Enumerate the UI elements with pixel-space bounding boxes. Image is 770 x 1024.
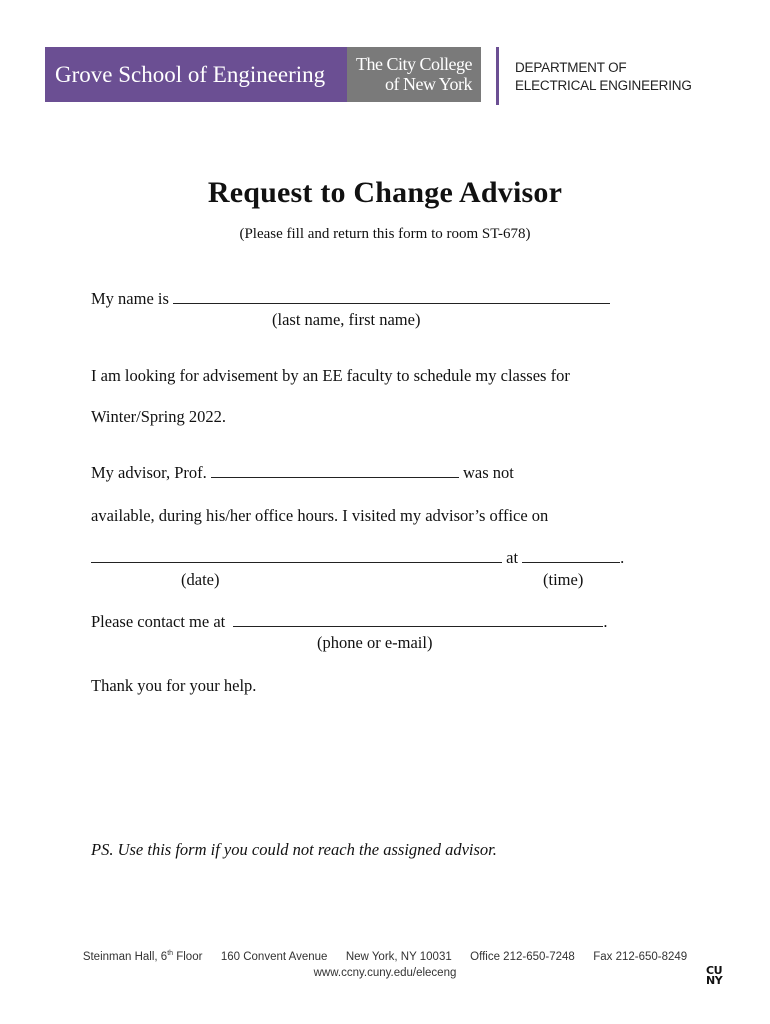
advisor-row (91, 463, 514, 483)
cuny-logo (706, 966, 730, 986)
contact-blank[interactable] (233, 612, 603, 627)
time-caption: (time) (543, 570, 584, 589)
contact-period: . (603, 612, 608, 631)
footer-street: 160 Convent Avenue (220, 950, 328, 963)
footer-fax: Fax 212-650-8249 (593, 950, 688, 963)
date-time-period: . (620, 548, 625, 567)
date-blank[interactable] (91, 548, 502, 563)
contact-label: Please contact me at (91, 612, 226, 631)
footer-building (83, 951, 203, 963)
form-subtitle: (Please fill and return this form to room ST-678) (239, 226, 531, 242)
thanks-line: Thank you for your help. (91, 676, 257, 695)
header-divider (496, 47, 499, 105)
department-line2: ELECTRICAL ENGINEERING (515, 78, 692, 93)
college-name-line1: The City College (356, 54, 472, 74)
college-banner (347, 47, 481, 102)
time-blank[interactable] (522, 548, 620, 563)
footer (0, 946, 770, 981)
name-caption: (last name, first name) (272, 310, 421, 329)
footer-city: New York, NY 10031 (345, 950, 452, 963)
at-label: at (506, 548, 519, 567)
contact-caption: (phone or e-mail) (317, 633, 433, 652)
footer-address-row (0, 946, 770, 965)
department-name (515, 59, 692, 95)
ps-note: PS. Use this form if you could not reach the assigned advisor. (91, 840, 497, 859)
footer-office-phone: Office 212-650-7248 (470, 950, 575, 963)
form-title: Request to Change Advisor (207, 176, 563, 209)
name-blank[interactable] (173, 289, 610, 304)
footer-building-sup: th (167, 950, 174, 957)
advisement-line2: Winter/Spring 2022. (91, 407, 226, 426)
date-caption: (date) (181, 570, 220, 589)
date-time-row (91, 548, 624, 568)
department-line1: DEPARTMENT OF (515, 60, 627, 75)
name-row (91, 289, 610, 309)
school-name: Grove School of Engineering (55, 61, 326, 87)
availability-line: available, during his/her office hours. I visited my advisor’s office on (91, 506, 549, 525)
footer-floor-text: Floor (173, 950, 203, 963)
college-name-line2: of New York (384, 74, 472, 94)
footer-building-text: Steinman Hall, 6 (82, 950, 168, 963)
school-banner (45, 47, 347, 102)
advisor-label: My advisor, Prof. (91, 463, 207, 482)
footer-website[interactable]: www.ccny.cuny.edu/eleceng (313, 966, 457, 979)
contact-row (91, 612, 607, 632)
name-label: My name is (91, 289, 169, 308)
cuny-logo-line1: CU (706, 964, 723, 977)
advisor-blank[interactable] (211, 463, 459, 478)
cuny-logo-line2: NY (706, 974, 723, 987)
advisement-line1: I am looking for advisement by an EE faculty to schedule my classes for (91, 366, 570, 385)
advisor-suffix: was not (463, 463, 514, 482)
